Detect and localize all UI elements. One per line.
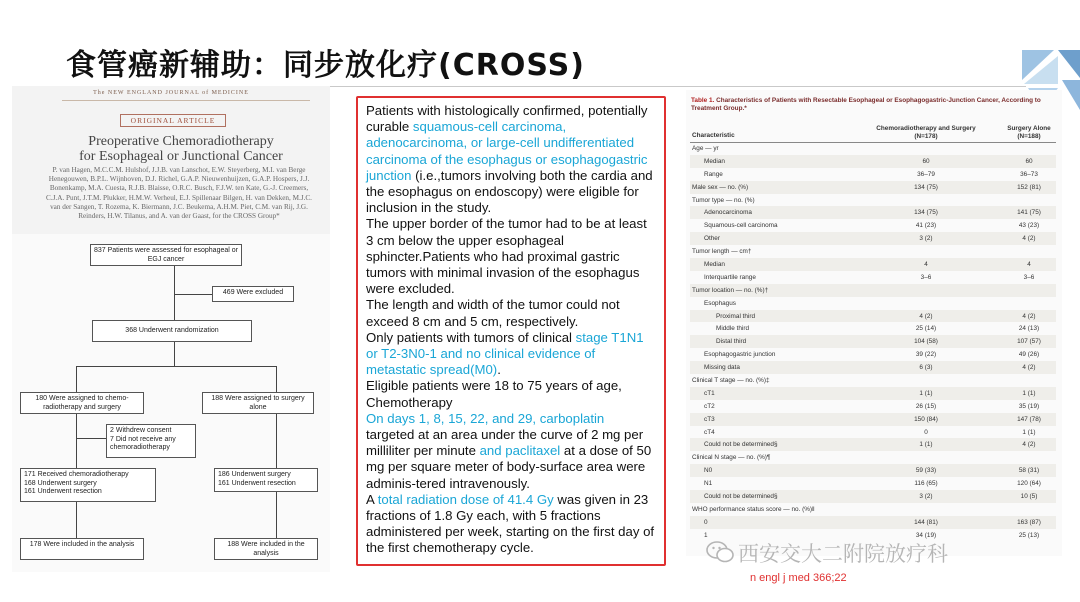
table-row (690, 400, 1056, 413)
criteria-highlight: total radiation dose of 41.4 Gy (377, 491, 554, 507)
table-row (690, 413, 1056, 426)
paper-title (32, 134, 330, 164)
table-cell-characteristic: Clinical T stage — no. (%)‡ (692, 377, 770, 385)
table-cell-surgery: 1 (1) (1022, 428, 1036, 436)
table-cell-surgery: 60 (1025, 157, 1033, 165)
table-cell-crt: 3–6 (920, 273, 932, 281)
table-cell-surgery: 10 (5) (1020, 493, 1038, 501)
table-row (690, 516, 1056, 529)
table-cell-surgery: 120 (64) (1017, 480, 1041, 488)
table-cell-crt: 41 (23) (915, 222, 937, 230)
table-row (690, 297, 1056, 310)
table-cell-crt: 104 (58) (914, 338, 938, 346)
flow-connector (76, 438, 106, 439)
table-cell-surgery: 4 (2) (1022, 441, 1036, 449)
table-cell-crt: 150 (84) (914, 415, 938, 423)
flow-box-analysis-b: 188 Were included in the analysis (214, 538, 318, 560)
table-cell-crt: 134 (75) (914, 209, 938, 217)
table-row (690, 206, 1056, 219)
table-cell-characteristic: Median (704, 157, 725, 165)
table-cell-characteristic: Could not be determined§ (704, 493, 778, 501)
table-cell-surgery: 4 (2) (1022, 312, 1036, 320)
table-cell-surgery: 36–73 (1020, 170, 1038, 178)
table-cell-characteristic: Tumor location — no. (%)† (692, 286, 769, 294)
table-row (690, 155, 1056, 168)
table-cell-characteristic: Tumor length — cm† (692, 248, 752, 256)
flow-box-excluded: 469 Were excluded (212, 286, 294, 302)
table-cell-characteristic: Male sex — no. (%) (692, 183, 749, 191)
table-cell-crt: 25 (14) (915, 325, 937, 333)
table-label: Table 1. (691, 97, 715, 104)
criteria-highlight: On days 1, 8, 15, 22, and 29, carboplatin (366, 410, 605, 426)
table-cell-crt: 134 (75) (914, 183, 938, 191)
table-cell-characteristic: WHO performance status score — no. (%)‖ (692, 505, 815, 513)
flow-connector (276, 492, 277, 538)
table-row (690, 219, 1056, 232)
table-cell-surgery: 163 (87) (1017, 518, 1041, 526)
table-cell-crt: 4 (924, 261, 928, 269)
table-cell-surgery: 3–6 (1023, 273, 1035, 281)
table-row (690, 181, 1056, 194)
criteria-highlight: and paclitaxel (479, 443, 561, 459)
table-cell-crt: 4 (2) (919, 312, 933, 320)
table-row (690, 142, 1056, 155)
table-cell-crt: 116 (65) (914, 480, 938, 488)
table-cell-crt: 3 (2) (919, 493, 933, 501)
table-cell-characteristic: cT3 (704, 415, 715, 423)
table-cell-characteristic: Could not be determined§ (704, 441, 778, 449)
table-cell-surgery: 25 (13) (1018, 531, 1040, 539)
criteria-paragraph-size: The length and width of the tumor could not exceed 8 cm and 5 cm, respectively. (366, 297, 620, 329)
table-cell-surgery: 4 (2) (1022, 364, 1036, 372)
table-cell-characteristic: N0 (704, 467, 713, 475)
journal-divider (62, 100, 310, 101)
table-row (690, 232, 1056, 245)
flow-box-analysis-a: 178 Were included in the analysis (20, 538, 144, 560)
criteria-paragraph-radiation (366, 492, 656, 557)
table-cell-characteristic: Esophagus (704, 299, 736, 307)
table-cell-characteristic: Age — yr (692, 145, 719, 152)
table-cell-surgery: 4 (1027, 261, 1031, 269)
table-cell-surgery: 141 (75) (1017, 209, 1041, 217)
table-header-characteristic: Characteristic (692, 132, 735, 139)
criteria-highlight: squamous-cell carcinoma, adenocarcinoma, or large-cell undifferentiated carcinoma of the esophagus or esophagogastric junction (366, 119, 648, 183)
table-cell-characteristic: N1 (704, 480, 713, 488)
table-cell-crt: 3 (2) (919, 235, 933, 243)
table-row (690, 426, 1056, 439)
journal-name: The NEW ENGLAND JOURNAL of MEDICINE (93, 90, 249, 96)
table-cell-crt: 6 (3) (919, 364, 933, 372)
flow-connector (76, 502, 77, 538)
table-cell-surgery: 147 (78) (1017, 415, 1041, 423)
table-row (690, 348, 1056, 361)
table-cell-characteristic: Proximal third (716, 312, 756, 320)
criteria-paragraph-chemo-heading: Chemotherapy (366, 394, 453, 410)
table-row (690, 322, 1056, 335)
table-cell-crt: 36–79 (917, 170, 935, 178)
criteria-text: (i.e.,tumors involving both the cardia and the esophagus on endoscopy) were eligible for inclusion in the study. (366, 167, 653, 216)
table-cell-crt: 60 (922, 157, 930, 165)
table-row (690, 271, 1056, 284)
flow-box-received-a: 171 Received chemoradiotherapy 168 Underwent surgery 161 Underwent resection (20, 468, 156, 502)
article-tag: ORIGINAL ARTICLE (120, 114, 226, 127)
consort-flowchart (12, 234, 330, 572)
criteria-paragraph-chemo (366, 411, 656, 492)
paper-title-line1: Preoperative Chemoradiotherapy (88, 134, 274, 149)
table-cell-surgery: 1 (1) (1022, 389, 1036, 397)
watermark: 西安交大二附院放疗科 (738, 542, 948, 566)
flow-connector (76, 366, 276, 367)
criteria-text: Only patients with tumors of clinical (366, 329, 576, 345)
wechat-icon (706, 540, 734, 564)
table-cell-characteristic: Clinical N stage — no. (%)¶ (692, 454, 771, 462)
criteria-text: targeted at an area under the curve of 2 mg per milliliter per minute (366, 427, 644, 459)
flow-box-assessed: 837 Patients were assessed for esophageal or EGJ cancer (90, 244, 242, 266)
table-row (690, 310, 1056, 323)
criteria-text: A (366, 491, 378, 507)
table-cell-crt: 39 (22) (915, 351, 937, 359)
table-body (690, 142, 1056, 542)
paper-title-line2: for Esophageal or Junctional Cancer (79, 149, 283, 164)
flow-box-received-b: 186 Underwent surgery 161 Underwent resection (214, 468, 318, 492)
flow-box-randomized: 368 Underwent randomization (92, 320, 252, 342)
table-row (690, 464, 1056, 477)
table-cell-surgery: 152 (81) (1017, 183, 1041, 191)
table-cell-crt: 59 (33) (915, 467, 937, 475)
flow-box-arm-b: 188 Were assigned to surgery alone (202, 392, 314, 414)
table-row (690, 374, 1056, 387)
table-caption-text: Characteristics of Patients with Resectable Esophageal or Esophagogastric-Junction Cancer, According to Treatment Group.* (691, 97, 1041, 112)
criteria-text: at a dose of 50 mg per square meter of body-surface area were adminis-tered intravenously. (366, 443, 652, 491)
table-cell-characteristic: Distal third (716, 338, 747, 346)
table-cell-crt: 144 (81) (914, 518, 938, 526)
table-cell-characteristic: Interquartile range (704, 273, 756, 281)
table-cell-surgery: 49 (26) (1018, 351, 1040, 359)
flow-connector (174, 342, 175, 366)
table-cell-characteristic: 1 (704, 531, 708, 539)
table-cell-surgery: 4 (2) (1022, 235, 1036, 243)
table-caption (691, 97, 1051, 113)
citation: n engl j med 366;22 (750, 572, 847, 584)
table-cell-characteristic: Tumor type — no. (%) (692, 196, 755, 204)
table-cell-crt: 1 (1) (919, 441, 933, 449)
paper-panel (12, 86, 330, 572)
table-header-surgery: Surgery Alone (N=188) (1007, 125, 1051, 140)
table-cell-characteristic: Squamous-cell carcinoma (704, 222, 778, 230)
characteristics-table-panel (686, 90, 1062, 556)
criteria-text: Patients with histologically confirmed, potentially curable (366, 103, 648, 135)
table-row (690, 168, 1056, 181)
table-row (690, 194, 1056, 207)
table-cell-characteristic: cT4 (704, 428, 715, 436)
paper-authors: P. van Hagen, M.C.C.M. Hulshof, J.J.B. van Lanschot, E.W. Steyerberg, M.I. van Berge Henegouwen, B.P.L. Wijnhoven, D.J. Richel, G.A.P. Nieuwenhuijzen, G.A.P. Hospers, J.J. Bonenkamp, M.A. Cuesta, R.J.B. Blaisse, O.R.C. Busch, F.J.W. ten Kate, G.-J. Creemers, C.J.A. Punt, J.T.M. Plukker, H.M.W. Verheul, E.J. Spillenaar Bilgen, H. van Dekken, M.J.C. van der Sangen, T. Rozema, K. Biermann, J.C. Beukema, A.H.M. Piet, C.M. van Rij, J.G. Reinders, H.W. Tilanus, and A. van der Gaast, for the CROSS Group* (46, 166, 312, 221)
table-header-crt: Chemoradiotherapy and Surgery (N=178) (876, 125, 976, 140)
flow-box-withdrew: 2 Withdrew consent 7 Did not receive any chemoradiotherapy (106, 424, 196, 458)
criteria-text: was given in 23 fractions of 1.8 Gy each, with 5 fractions administered per week, starting on the first day of the first chemotherapy cycle. (366, 491, 655, 556)
table-row (690, 361, 1056, 374)
criteria-highlight: stage T1N1 or T2-3N0-1 and no clinical evidence of metastatic spread(M0) (366, 329, 644, 378)
table-row (690, 284, 1056, 297)
table-cell-characteristic: cT1 (704, 389, 715, 397)
criteria-paragraph-histology (366, 103, 656, 216)
table-cell-characteristic: Middle third (716, 325, 750, 333)
table-cell-characteristic: Range (704, 170, 723, 178)
table-row (690, 438, 1056, 451)
criteria-text: . (497, 362, 501, 378)
table-row (690, 490, 1056, 503)
table-cell-surgery: 43 (23) (1018, 222, 1040, 230)
table-row (690, 503, 1056, 516)
table-cell-crt: 1 (1) (919, 389, 933, 397)
flow-connector (276, 414, 277, 468)
slide-title: 食管癌新辅助：同步放化疗(CROSS) (66, 48, 585, 83)
criteria-paragraph-upper-border: The upper border of the tumor had to be at least 3 cm below the upper esophageal sphincter.Patients who had proximal gastric tumors with minimal invasion of the esophagus were excluded. (366, 216, 647, 297)
table-row (690, 387, 1056, 400)
table-row (690, 258, 1056, 271)
table-header (690, 124, 1056, 143)
table-cell-crt: 26 (15) (915, 402, 937, 410)
flow-connector (276, 366, 277, 392)
eligibility-criteria-box (356, 96, 666, 566)
table-row (690, 245, 1056, 258)
table-row (690, 335, 1056, 348)
table-cell-characteristic: 0 (704, 518, 708, 526)
table-cell-characteristic: Missing data (704, 364, 740, 372)
flow-connector (76, 414, 77, 468)
flow-connector (76, 366, 77, 392)
table-cell-characteristic: Esophagogastric junction (704, 351, 776, 359)
table-cell-crt: 34 (19) (915, 531, 937, 539)
table-cell-surgery: 24 (13) (1018, 325, 1040, 333)
table-row (690, 477, 1056, 490)
table-cell-surgery: 58 (31) (1018, 467, 1040, 475)
flow-connector (174, 266, 175, 320)
table-cell-surgery: 107 (57) (1017, 338, 1041, 346)
table-cell-characteristic: Other (704, 235, 720, 243)
table-cell-characteristic: cT2 (704, 402, 715, 410)
criteria-paragraph-age: Eligible patients were 18 to 75 years of age, (366, 378, 622, 394)
flow-connector (174, 294, 212, 295)
flow-box-arm-a: 180 Were assigned to chemo-radiotherapy and surgery (20, 392, 144, 414)
table-cell-surgery: 35 (19) (1018, 402, 1040, 410)
table-cell-crt: 0 (924, 428, 928, 436)
criteria-paragraph-stage (366, 330, 656, 379)
table-cell-characteristic: Adenocarcinoma (704, 209, 752, 217)
table-row (690, 451, 1056, 464)
table-cell-characteristic: Median (704, 261, 725, 269)
